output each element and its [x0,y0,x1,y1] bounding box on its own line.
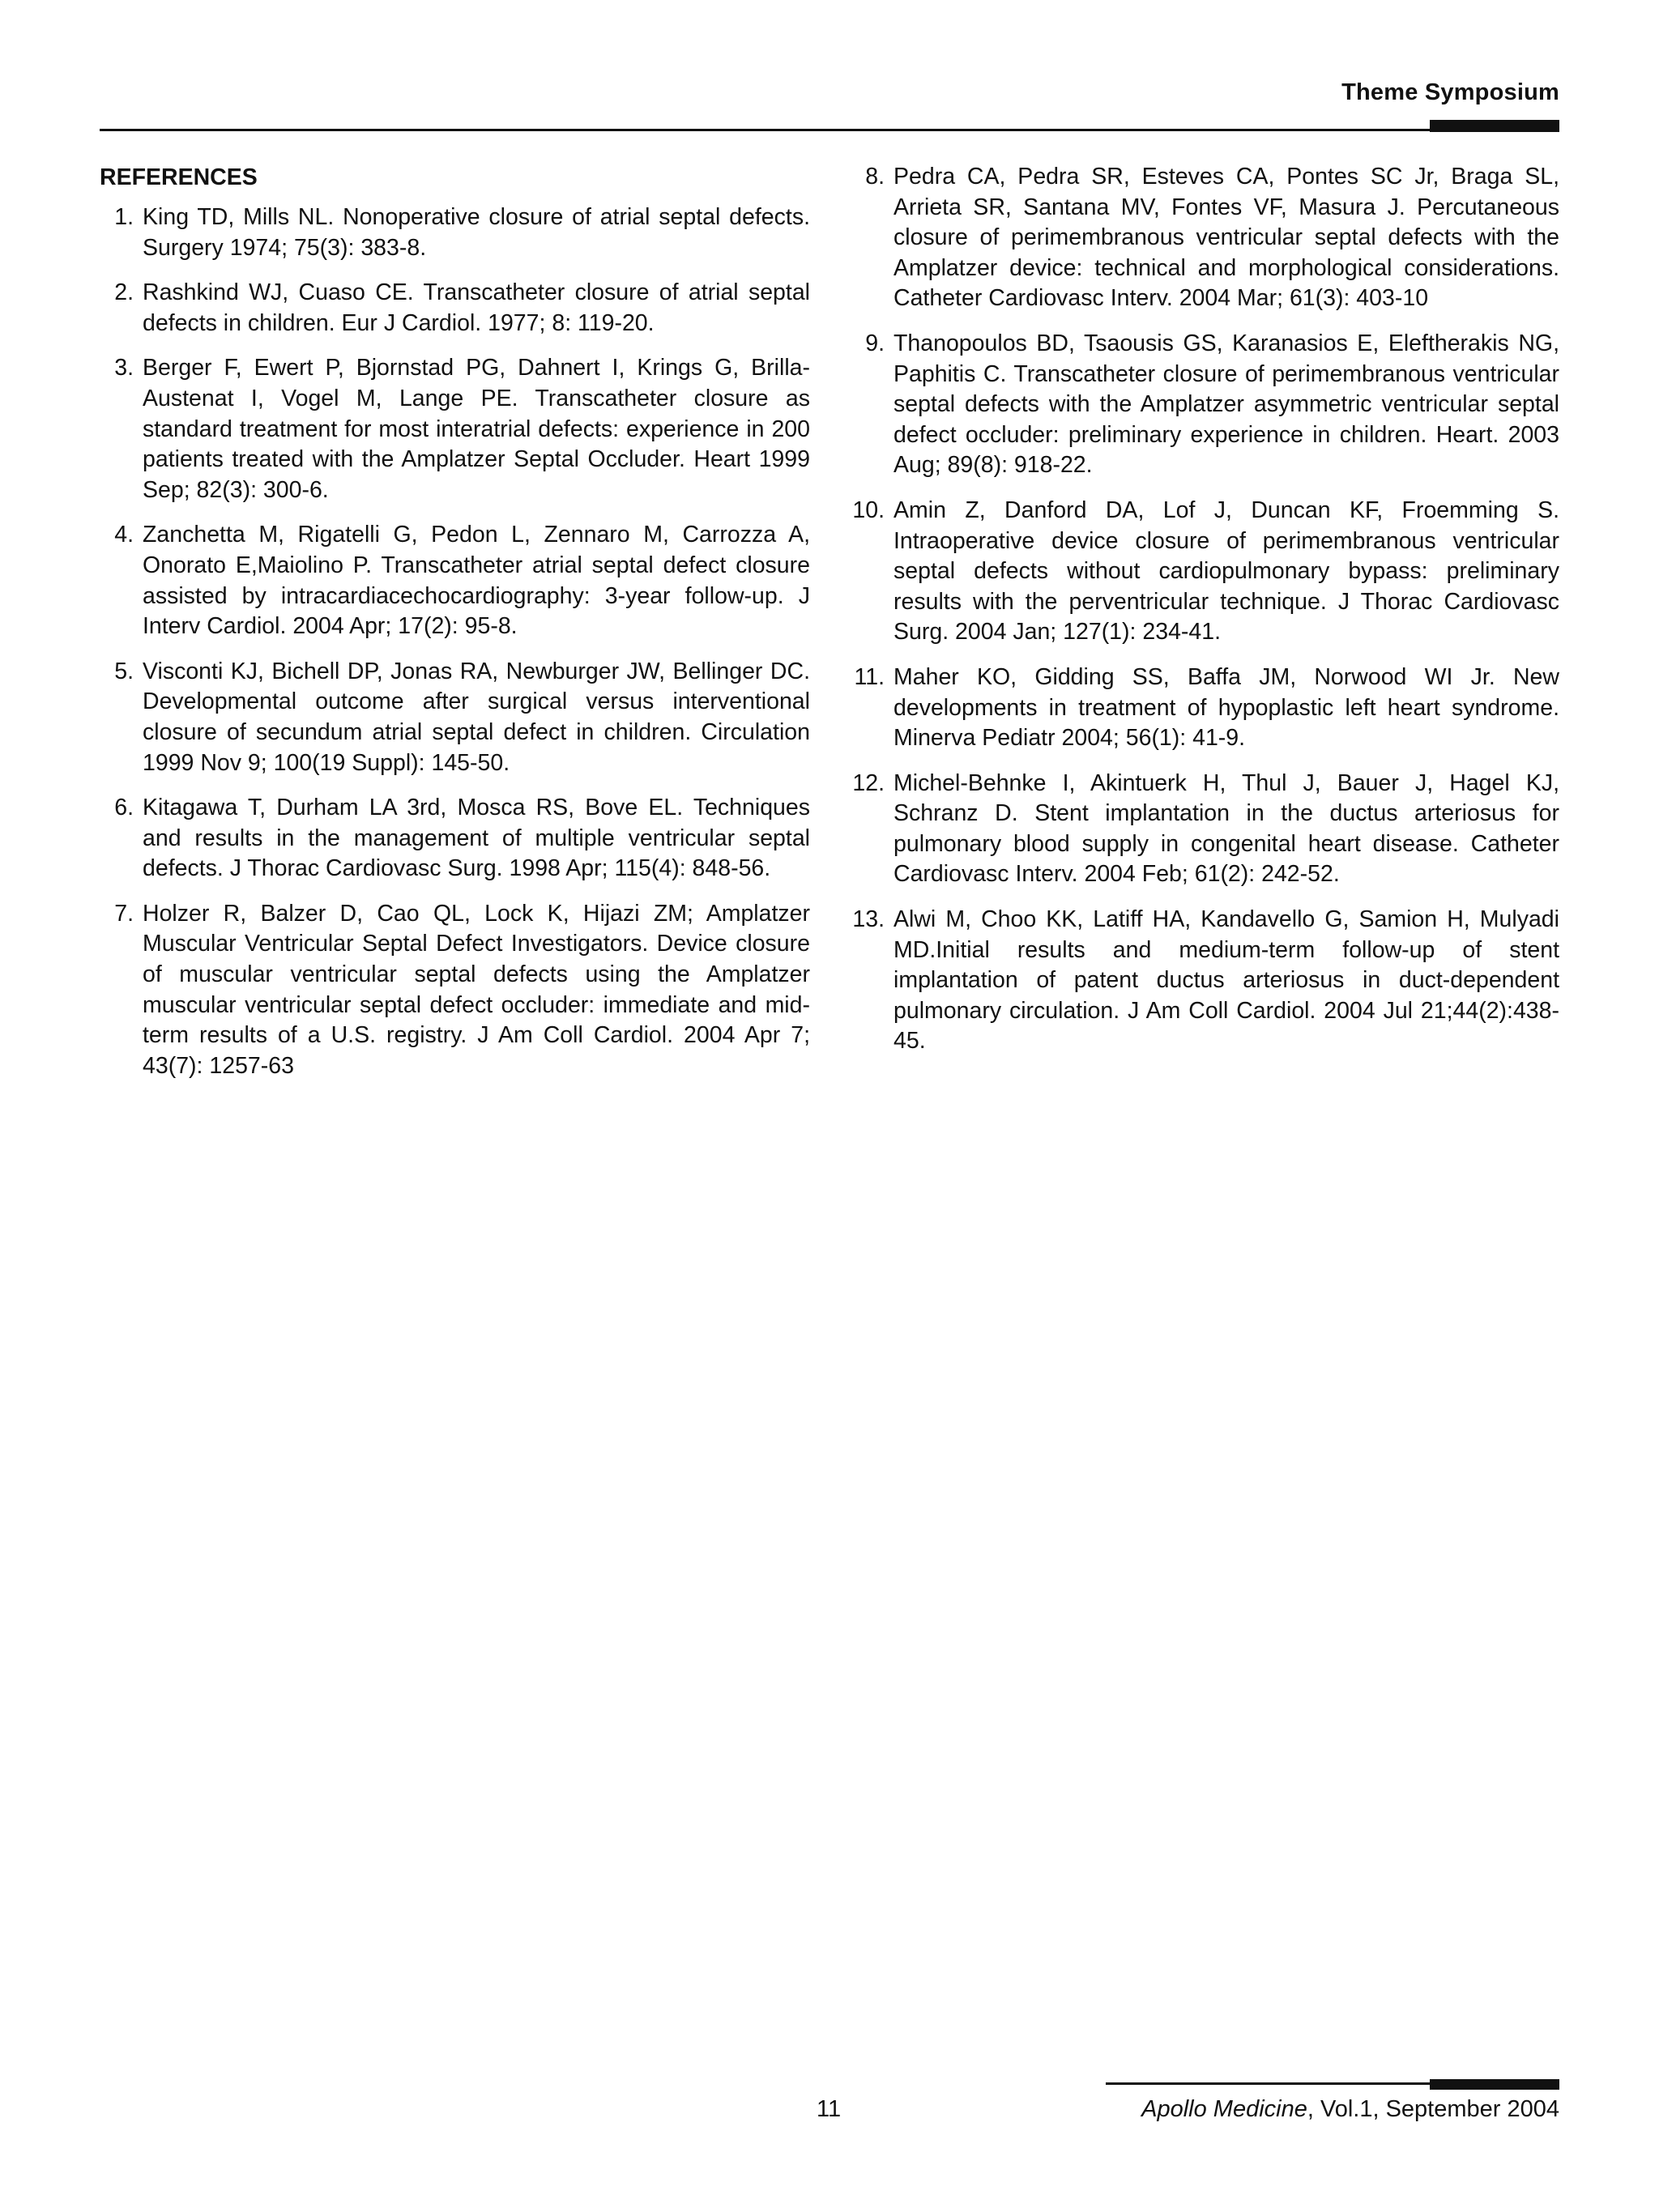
references-list-right [851,162,1559,1057]
reference-text: Michel-Behnke I, Akintuerk H, Thul J, Bauer J, Hagel KJ, Schranz D. Stent implantation in the ductus arteriosus for pulmonary blood supply in congenital heart disease. Catheter Cardiovasc Interv. 2004 Feb; 61(2): 242-52. [893,769,1559,888]
reference-number: 4. [114,522,134,548]
reference-number: 6. [114,795,134,821]
reference-number: 9. [865,330,885,356]
reference-item [100,793,810,884]
journal-name: Apollo Medicine [1141,2096,1307,2122]
reference-number: 13. [852,906,885,933]
reference-text: Amin Z, Danford DA, Lof J, Duncan KF, Froemming S. Intraoperative device closure of perimembranous ventricular septal defects without cardiopulmonary bypass: preliminary results with the perventricular technique. J Thorac Cardiovasc Surg. 2004 Jan; 127(1): 234-41. [893,497,1559,646]
references-list-left [100,202,810,1081]
reference-item [100,353,810,505]
reference-number: 3. [114,355,134,381]
reference-number: 1. [114,204,134,230]
volume-date: , Vol.1, September 2004 [1307,2096,1559,2122]
footer-citation [1141,2096,1559,2123]
running-head-title: Theme Symposium [1341,79,1559,105]
reference-text: Pedra CA, Pedra SR, Esteves CA, Pontes SC Jr, Braga SL, Arrieta SR, Santana MV, Fontes VF, Masura J. Percutaneous closure of perimembranous ventricular septal defects with the Amplatzer device: technical and morphological considerations. Catheter Cardiovasc Interv. 2004 Mar; 61(3): 403-10 [893,164,1559,312]
reference-text: Thanopoulos BD, Tsaousis GS, Karanasios E, Eleftherakis NG, Paphitis C. Transcatheter closure of perimembranous ventricular septal defects with the Amplatzer asymmetric ventricular septal defect occluder: preliminary experience in children. Heart. 2003 Aug; 89(8): 918-22. [893,330,1559,479]
reference-text: Holzer R, Balzer D, Cao QL, Lock K, Hijazi ZM; Amplatzer Muscular Ventricular Septal Defect Investigators. Device closure of muscular ventricular septal defects using the Amplatzer muscular ventricular septal defect occluder: immediate and mid-term results of a U.S. registry. J Am Coll Cardiol. 2004 Apr 7; 43(7): 1257-63 [143,900,810,1079]
reference-item [100,657,810,778]
reference-item [100,202,810,263]
reference-text: Berger F, Ewert P, Bjornstad PG, Dahnert I, Krings G, Brilla-Austenat I, Vogel M, Lange PE. Transcatheter closure as standard treatment for most interatrial defects: experience in 200 patients treated with the Amplatzer Septal Occluder. Heart 1999 Sep; 82(3): 300-6. [143,355,810,503]
reference-number: 11. [854,663,885,690]
reference-item [851,769,1559,890]
reference-item [851,329,1559,481]
reference-text: Kitagawa T, Durham LA 3rd, Mosca RS, Bove EL. Techniques and results in the management of multiple ventricular septal defects. J Thorac Cardiovasc Surg. 1998 Apr; 115(4): 848-56. [143,795,810,882]
reference-number: 7. [114,900,134,927]
reference-number: 5. [114,658,134,684]
reference-item [100,278,810,339]
reference-text: Zanchetta M, Rigatelli G, Pedon L, Zennaro M, Carrozza A, Onorato E,Maiolino P. Transcatheter atrial septal defect closure assisted by intracardiacechocardiography: 3-year follow-up. J Interv Cardiol. 2004 Apr; 17(2): 95-8. [143,522,810,640]
footer-rule-accent [1430,2079,1559,2090]
reference-item [100,899,810,1082]
reference-item [851,663,1559,754]
reference-text: Maher KO, Gidding SS, Baffa JM, Norwood WI Jr. New developments in treatment of hypoplastic left heart syndrome. Minerva Pediatr 2004; 56(1): 41-9. [893,663,1559,752]
reference-text: Rashkind WJ, Cuaso CE. Transcatheter closure of atrial septal defects in children. Eur J Cardiol. 1977; 8: 119-20. [143,279,810,336]
reference-text: Visconti KJ, Bichell DP, Jonas RA, Newburger JW, Bellinger DC. Developmental outcome after surgical versus interventional closure of secundum atrial septal defect in children. Circulation 1999 Nov 9; 100(19 Suppl): 145-50. [143,658,810,776]
reference-text: King TD, Mills NL. Nonoperative closure of atrial septal defects. Surgery 1974; 75(3): 383-8. [143,204,810,261]
reference-item [100,520,810,641]
references-heading: REFERENCES [100,164,258,190]
reference-item [851,905,1559,1057]
header-rule-accent [1430,120,1559,132]
right-column [851,162,1559,1072]
page-number: 11 [817,2096,842,2122]
reference-number: 8. [865,164,885,190]
reference-number: 12. [852,769,885,796]
header-rule [100,129,1559,131]
reference-item [851,496,1559,648]
reference-number: 10. [852,497,885,523]
reference-number: 2. [114,279,134,306]
reference-text: Alwi M, Choo KK, Latiff HA, Kandavello G, Samion H, Mulyadi MD.Initial results and medium-term follow-up of stent implantation of patent ductus arteriosus in duct-dependent pulmonary circulation. J Am Coll Cardiol. 2004 Jul 21;44(2):438-45. [893,906,1559,1055]
left-column [100,162,810,1096]
reference-item [851,162,1559,314]
